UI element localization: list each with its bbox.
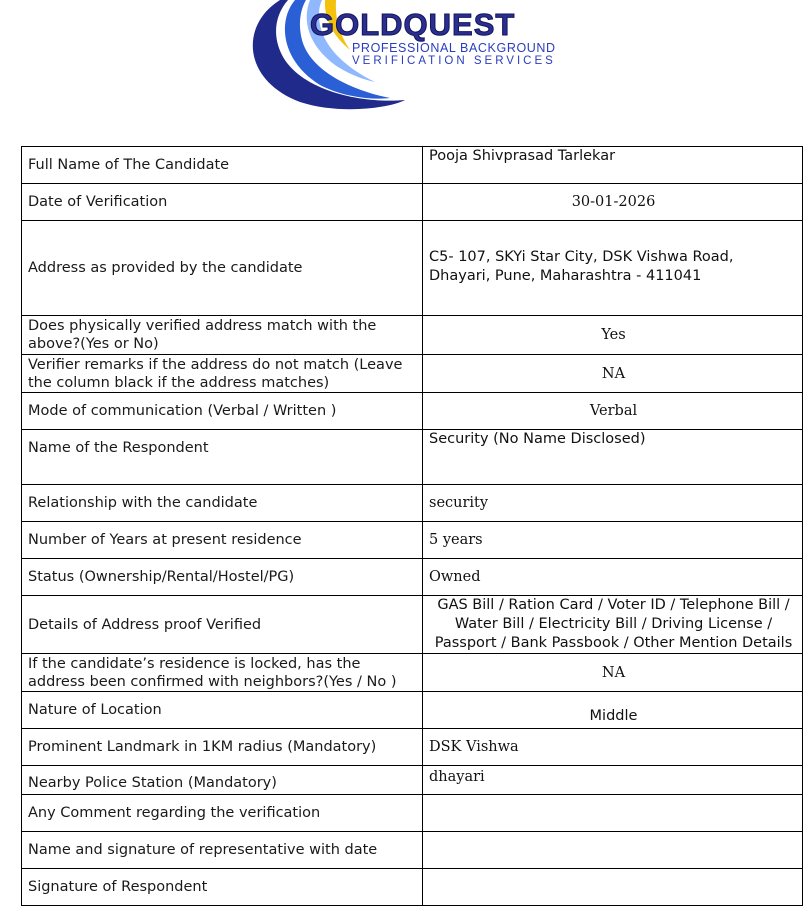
field-label: Full Name of The Candidate — [22, 147, 423, 184]
field-label: Prominent Landmark in 1KM radius (Mandatory) — [22, 729, 423, 766]
field-label: Status (Ownership/Rental/Hostel/PG) — [22, 559, 423, 596]
table-row — [22, 795, 803, 832]
field-label: Name and signature of representative with date — [22, 832, 423, 869]
field-value: Owned — [423, 559, 803, 596]
field-value: Middle — [423, 692, 803, 729]
field-value: DSK Vishwa — [423, 729, 803, 766]
field-label: Signature of Respondent — [22, 869, 423, 906]
field-label: Name of the Respondent — [22, 430, 423, 485]
table-row — [22, 147, 803, 184]
table-row — [22, 832, 803, 869]
field-label: Nearby Police Station (Mandatory) — [22, 766, 423, 795]
table-row — [22, 393, 803, 430]
field-label: Address as provided by the candidate — [22, 221, 423, 316]
field-value: security — [423, 485, 803, 522]
field-label: If the candidate’s residence is locked, has the address been confirmed with neighbors?(Yes / No ) — [22, 654, 423, 692]
field-value: 30-01-2026 — [423, 184, 803, 221]
field-value: 5 years — [423, 522, 803, 559]
field-value: Pooja Shivprasad Tarlekar — [423, 147, 803, 184]
field-value: NA — [423, 355, 803, 393]
field-value: dhayari — [423, 766, 803, 795]
address-verification-form — [21, 146, 803, 906]
table-row — [22, 221, 803, 316]
field-value: Security (No Name Disclosed) — [423, 430, 803, 485]
table-row — [22, 485, 803, 522]
field-label: Date of Verification — [22, 184, 423, 221]
field-value — [423, 869, 803, 906]
table-row — [22, 766, 803, 795]
table-row — [22, 596, 803, 654]
table-row — [22, 692, 803, 729]
brand-tagline-2: VERIFICATION SERVICES — [352, 55, 556, 67]
table-row — [22, 522, 803, 559]
field-label: Details of Address proof Verified — [22, 596, 423, 654]
field-value — [423, 795, 803, 832]
table-row — [22, 430, 803, 485]
field-value — [423, 832, 803, 869]
field-label: Number of Years at present residence — [22, 522, 423, 559]
table-row — [22, 559, 803, 596]
brand-tagline-1: PROFESSIONAL BACKGROUND — [352, 41, 556, 55]
table-row — [22, 355, 803, 393]
field-label: Relationship with the candidate — [22, 485, 423, 522]
field-label: Mode of communication (Verbal / Written ) — [22, 393, 423, 430]
field-value: GAS Bill / Ration Card / Voter ID / Telephone Bill / Water Bill / Electricity Bill / Driving License / Passport / Bank Passbook / Other Mention Details — [423, 596, 803, 654]
field-label: Does physically verified address match with the above?(Yes or No) — [22, 316, 423, 355]
field-value: NA — [423, 654, 803, 692]
field-value: Verbal — [423, 393, 803, 430]
field-label: Any Comment regarding the verification — [22, 795, 423, 832]
table-row — [22, 729, 803, 766]
field-value: Yes — [423, 316, 803, 355]
table-row — [22, 654, 803, 692]
field-label: Verifier remarks if the address do not match (Leave the column black if the address matches) — [22, 355, 423, 393]
field-value: C5- 107, SKYi Star City, DSK Vishwa Road, Dhayari, Pune, Maharashtra - 411041 — [423, 221, 803, 316]
field-label: Nature of Location — [22, 692, 423, 729]
table-row — [22, 869, 803, 906]
table-row — [22, 316, 803, 355]
table-row — [22, 184, 803, 221]
brand-name: GOLDQUEST — [310, 7, 516, 42]
